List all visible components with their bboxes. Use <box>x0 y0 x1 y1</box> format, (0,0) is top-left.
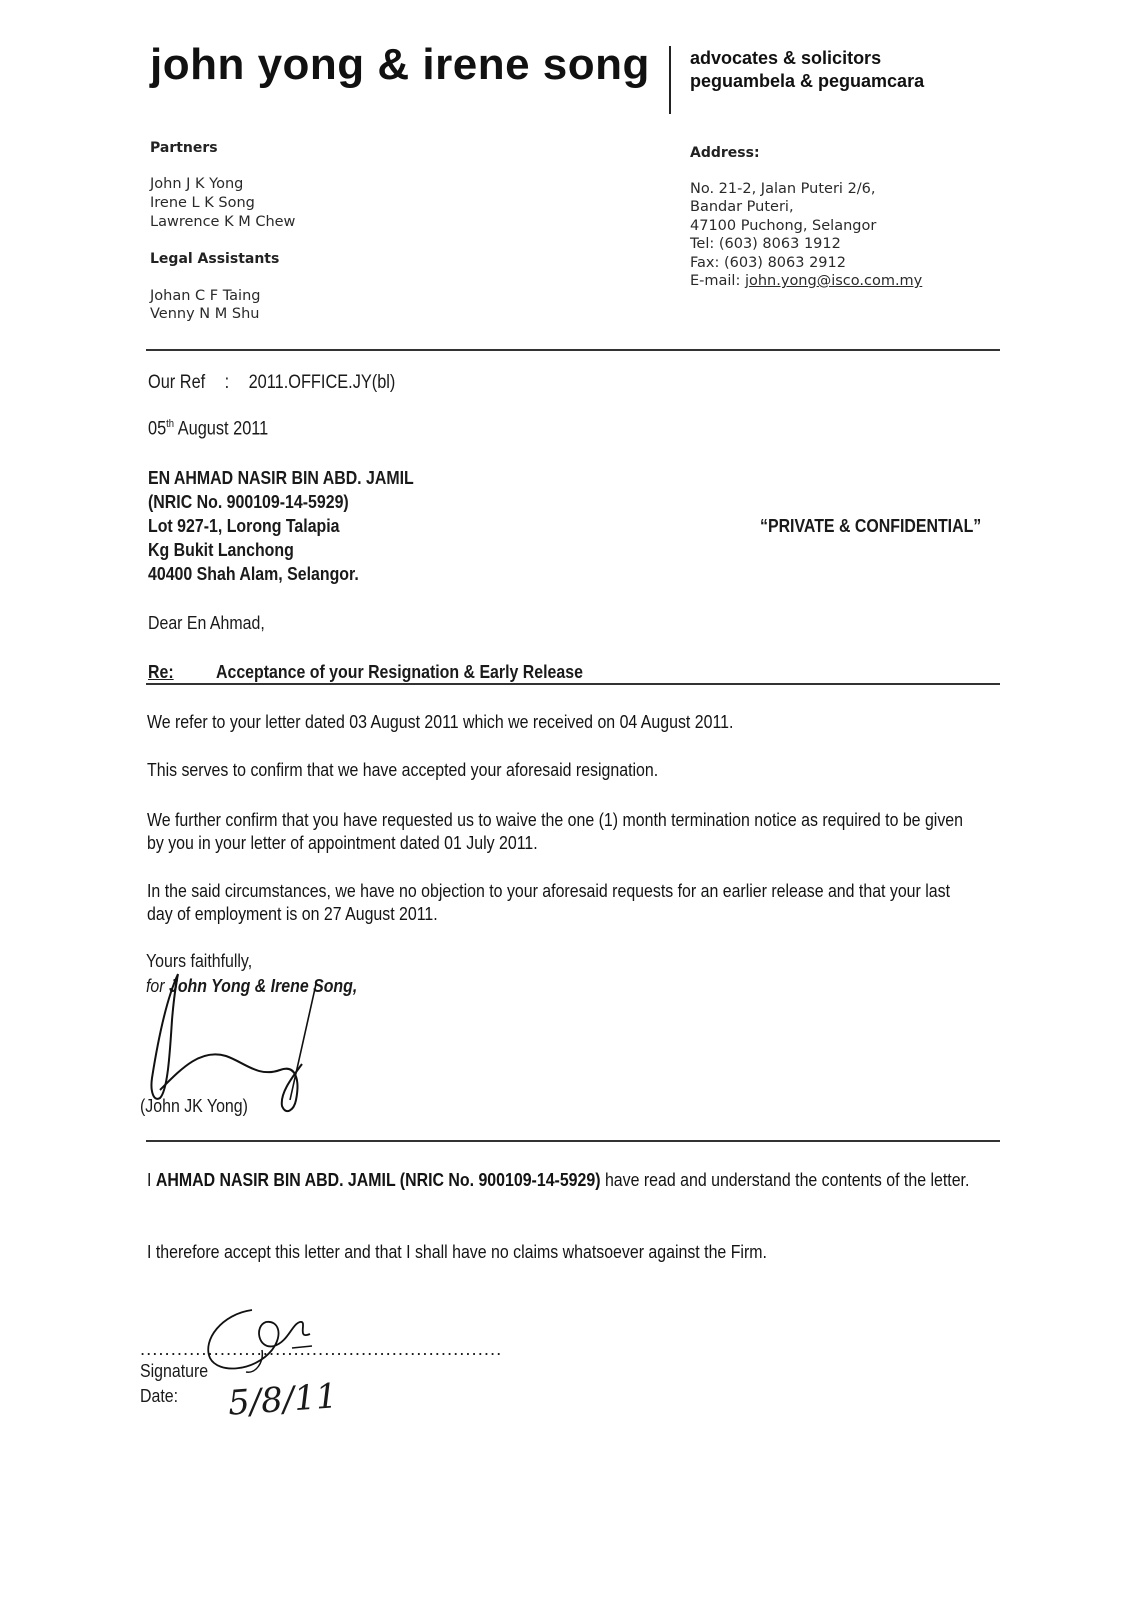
reference-separator: : <box>224 372 230 393</box>
telephone: Tel: (603) 8063 1912 <box>690 236 841 252</box>
body-paragraph: We further confirm that you have requested us to waive the one (1) month termination notice as required to be given by you in your letter of appointment dated 01 July 2011. <box>147 809 963 853</box>
fax: Fax: (603) 8063 2912 <box>690 255 846 271</box>
legal-assistant-name: Venny N M Shu <box>150 306 260 322</box>
partner-name: John J K Yong <box>150 176 244 192</box>
legal-assistant-name: Johan C F Taing <box>150 288 261 304</box>
recipient-line: 40400 Shah Alam, Selangor. <box>148 563 359 584</box>
letterhead-divider <box>669 46 671 114</box>
acknowledging-party: AHMAD NASIR BIN ABD. JAMIL (NRIC No. 900109-14-5929) <box>155 1169 601 1190</box>
for-prefix: for <box>146 975 165 996</box>
acknowledgement-paragraph: I AHMAD NASIR BIN ABD. JAMIL (NRIC No. 900109-14-5929) have read and understand the contents of the letter. <box>147 1169 970 1190</box>
header-rule <box>146 349 1000 351</box>
handwritten-date: 5/8/11 <box>226 1376 339 1424</box>
subject-text: Acceptance of your Resignation & Early Release <box>216 661 583 682</box>
confidential-marking: “PRIVATE & CONFIDENTIAL” <box>760 515 982 536</box>
subject-label: Re: <box>148 661 174 682</box>
partners-heading: Partners <box>150 140 218 156</box>
address-heading: Address: <box>690 145 760 161</box>
subject-rule <box>146 683 1000 685</box>
recipient-line: EN AHMAD NASIR BIN ABD. JAMIL <box>148 467 414 488</box>
salutation: Dear En Ahmad, <box>148 612 265 633</box>
email-label: E-mail: <box>690 273 741 289</box>
acknowledgement-rule <box>146 1140 1000 1142</box>
recipient-line: (NRIC No. 900109-14-5929) <box>148 491 349 512</box>
email-line <box>690 273 922 289</box>
reference-value: 2011.OFFICE.JY(bl) <box>248 372 396 393</box>
body-paragraph: In the said circumstances, we have no objection to your aforesaid requests for an earlier release and that your last day of employment is on 27 August 2011. <box>147 880 951 924</box>
partner-name: Irene L K Song <box>150 195 255 211</box>
signing-firm: John Yong & Irene Song, <box>168 975 358 996</box>
our-reference <box>148 372 395 394</box>
signature-label: Signature <box>140 1360 209 1381</box>
legal-assistants-heading: Legal Assistants <box>150 251 280 267</box>
address-line: No. 21-2, Jalan Puteri 2/6, <box>690 181 876 197</box>
tagline-malay: peguambela & peguamcara <box>690 71 925 91</box>
signatory-name: (John JK Yong) <box>140 1095 248 1116</box>
recipient-line: Lot 927-1, Lorong Talapia <box>148 515 340 536</box>
date-label: Date: <box>140 1385 179 1406</box>
body-paragraph: This serves to confirm that we have accepted your aforesaid resignation. <box>147 759 659 780</box>
email-link[interactable]: john.yong@isco.com.my <box>744 273 923 289</box>
body-paragraph: We refer to your letter dated 03 August 2011 which we received on 04 August 2011. <box>147 711 734 732</box>
firm-name: john yong & irene song <box>150 40 650 89</box>
address-line: Bandar Puteri, <box>690 199 794 215</box>
valediction: Yours faithfully, <box>146 950 253 971</box>
partner-name: Lawrence K M Chew <box>150 214 296 230</box>
recipient-line: Kg Bukit Lanchong <box>148 539 294 560</box>
tagline-english: advocates & solicitors <box>690 48 882 68</box>
signature-dotted-line: ........................................................... <box>140 1338 503 1359</box>
reference-label: Our Ref <box>148 372 206 393</box>
acceptance-paragraph: I therefore accept this letter and that I shall have no claims whatsoever against the Firm. <box>147 1241 767 1262</box>
address-line: 47100 Puchong, Selangor <box>690 218 877 234</box>
letter-date: 05th August 2011 <box>148 418 269 440</box>
